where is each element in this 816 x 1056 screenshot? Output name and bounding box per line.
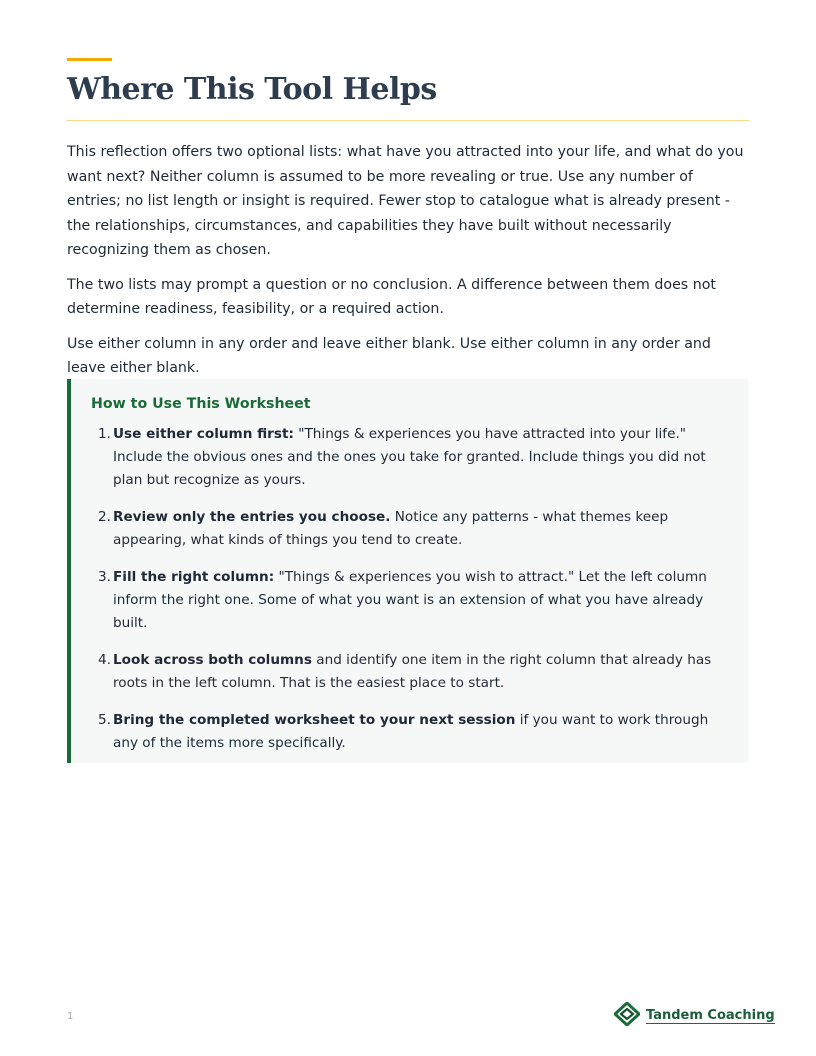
page-number: 1 xyxy=(67,1011,74,1022)
brand-name: Tandem Coaching xyxy=(646,1008,775,1023)
step-text: "Things & experiences you wish to attract." Let the left column inform the right one. Some of what you want is an extension of what you have already built. xyxy=(113,569,707,631)
diamond-logo-icon xyxy=(614,1002,640,1030)
step-lead: Look across both columns xyxy=(113,652,312,668)
brand-logo xyxy=(614,1004,775,1028)
step-item xyxy=(91,709,731,755)
step-item xyxy=(91,506,731,552)
step-item xyxy=(91,649,731,695)
paragraph: Use either column in any order and leave either blank. Use either column in any order and leave either blank. xyxy=(67,335,711,376)
step-text: "Things & experiences you have attracted into your life." Include the obvious ones and the ones you take for granted. Include things you did not plan but recognize as yours. xyxy=(113,426,706,488)
accent-bar xyxy=(67,58,112,61)
step-text: Notice any patterns - what themes keep appearing, what kinds of things you tend to create. xyxy=(113,509,669,548)
paragraph: This reflection offers two optional lists: what have you attracted into your life, and what do you want next? Neither column is assumed to be more revealing or true. Use any number of entries; no list length or insight is required. Fewer stop to catalogue what is already present - the relationships, circumstances, and capabilities they have built without necessarily recognizing them as chosen. xyxy=(67,144,744,258)
step-number: 1. xyxy=(98,426,111,442)
page-title: Where This Tool Helps xyxy=(67,72,437,107)
step-item xyxy=(91,423,731,492)
step-item xyxy=(91,566,731,635)
step-number: 3. xyxy=(98,569,111,585)
intro-text xyxy=(67,140,749,391)
callout-title: How to Use This Worksheet xyxy=(91,396,311,412)
step-lead: Use either column first: xyxy=(113,426,294,442)
step-number: 4. xyxy=(98,652,111,668)
step-lead: Review only the entries you choose. xyxy=(113,509,391,525)
worksheet-instructions-callout xyxy=(67,379,749,763)
step-number: 2. xyxy=(98,509,111,525)
paragraph: The two lists may prompt a question or no conclusion. A difference between them does not determine readiness, feasibility, or a required action. xyxy=(67,276,716,317)
steps-list xyxy=(91,423,731,769)
title-divider xyxy=(67,120,749,121)
step-number: 5. xyxy=(98,712,111,728)
step-text: if you want to work through any of the items more specifically. xyxy=(113,712,709,751)
step-text: and identify one item in the right column that already has roots in the left column. That is the easiest place to start. xyxy=(113,652,712,691)
step-lead: Fill the right column: xyxy=(113,569,275,585)
step-lead: Bring the completed worksheet to your next session xyxy=(113,712,516,728)
